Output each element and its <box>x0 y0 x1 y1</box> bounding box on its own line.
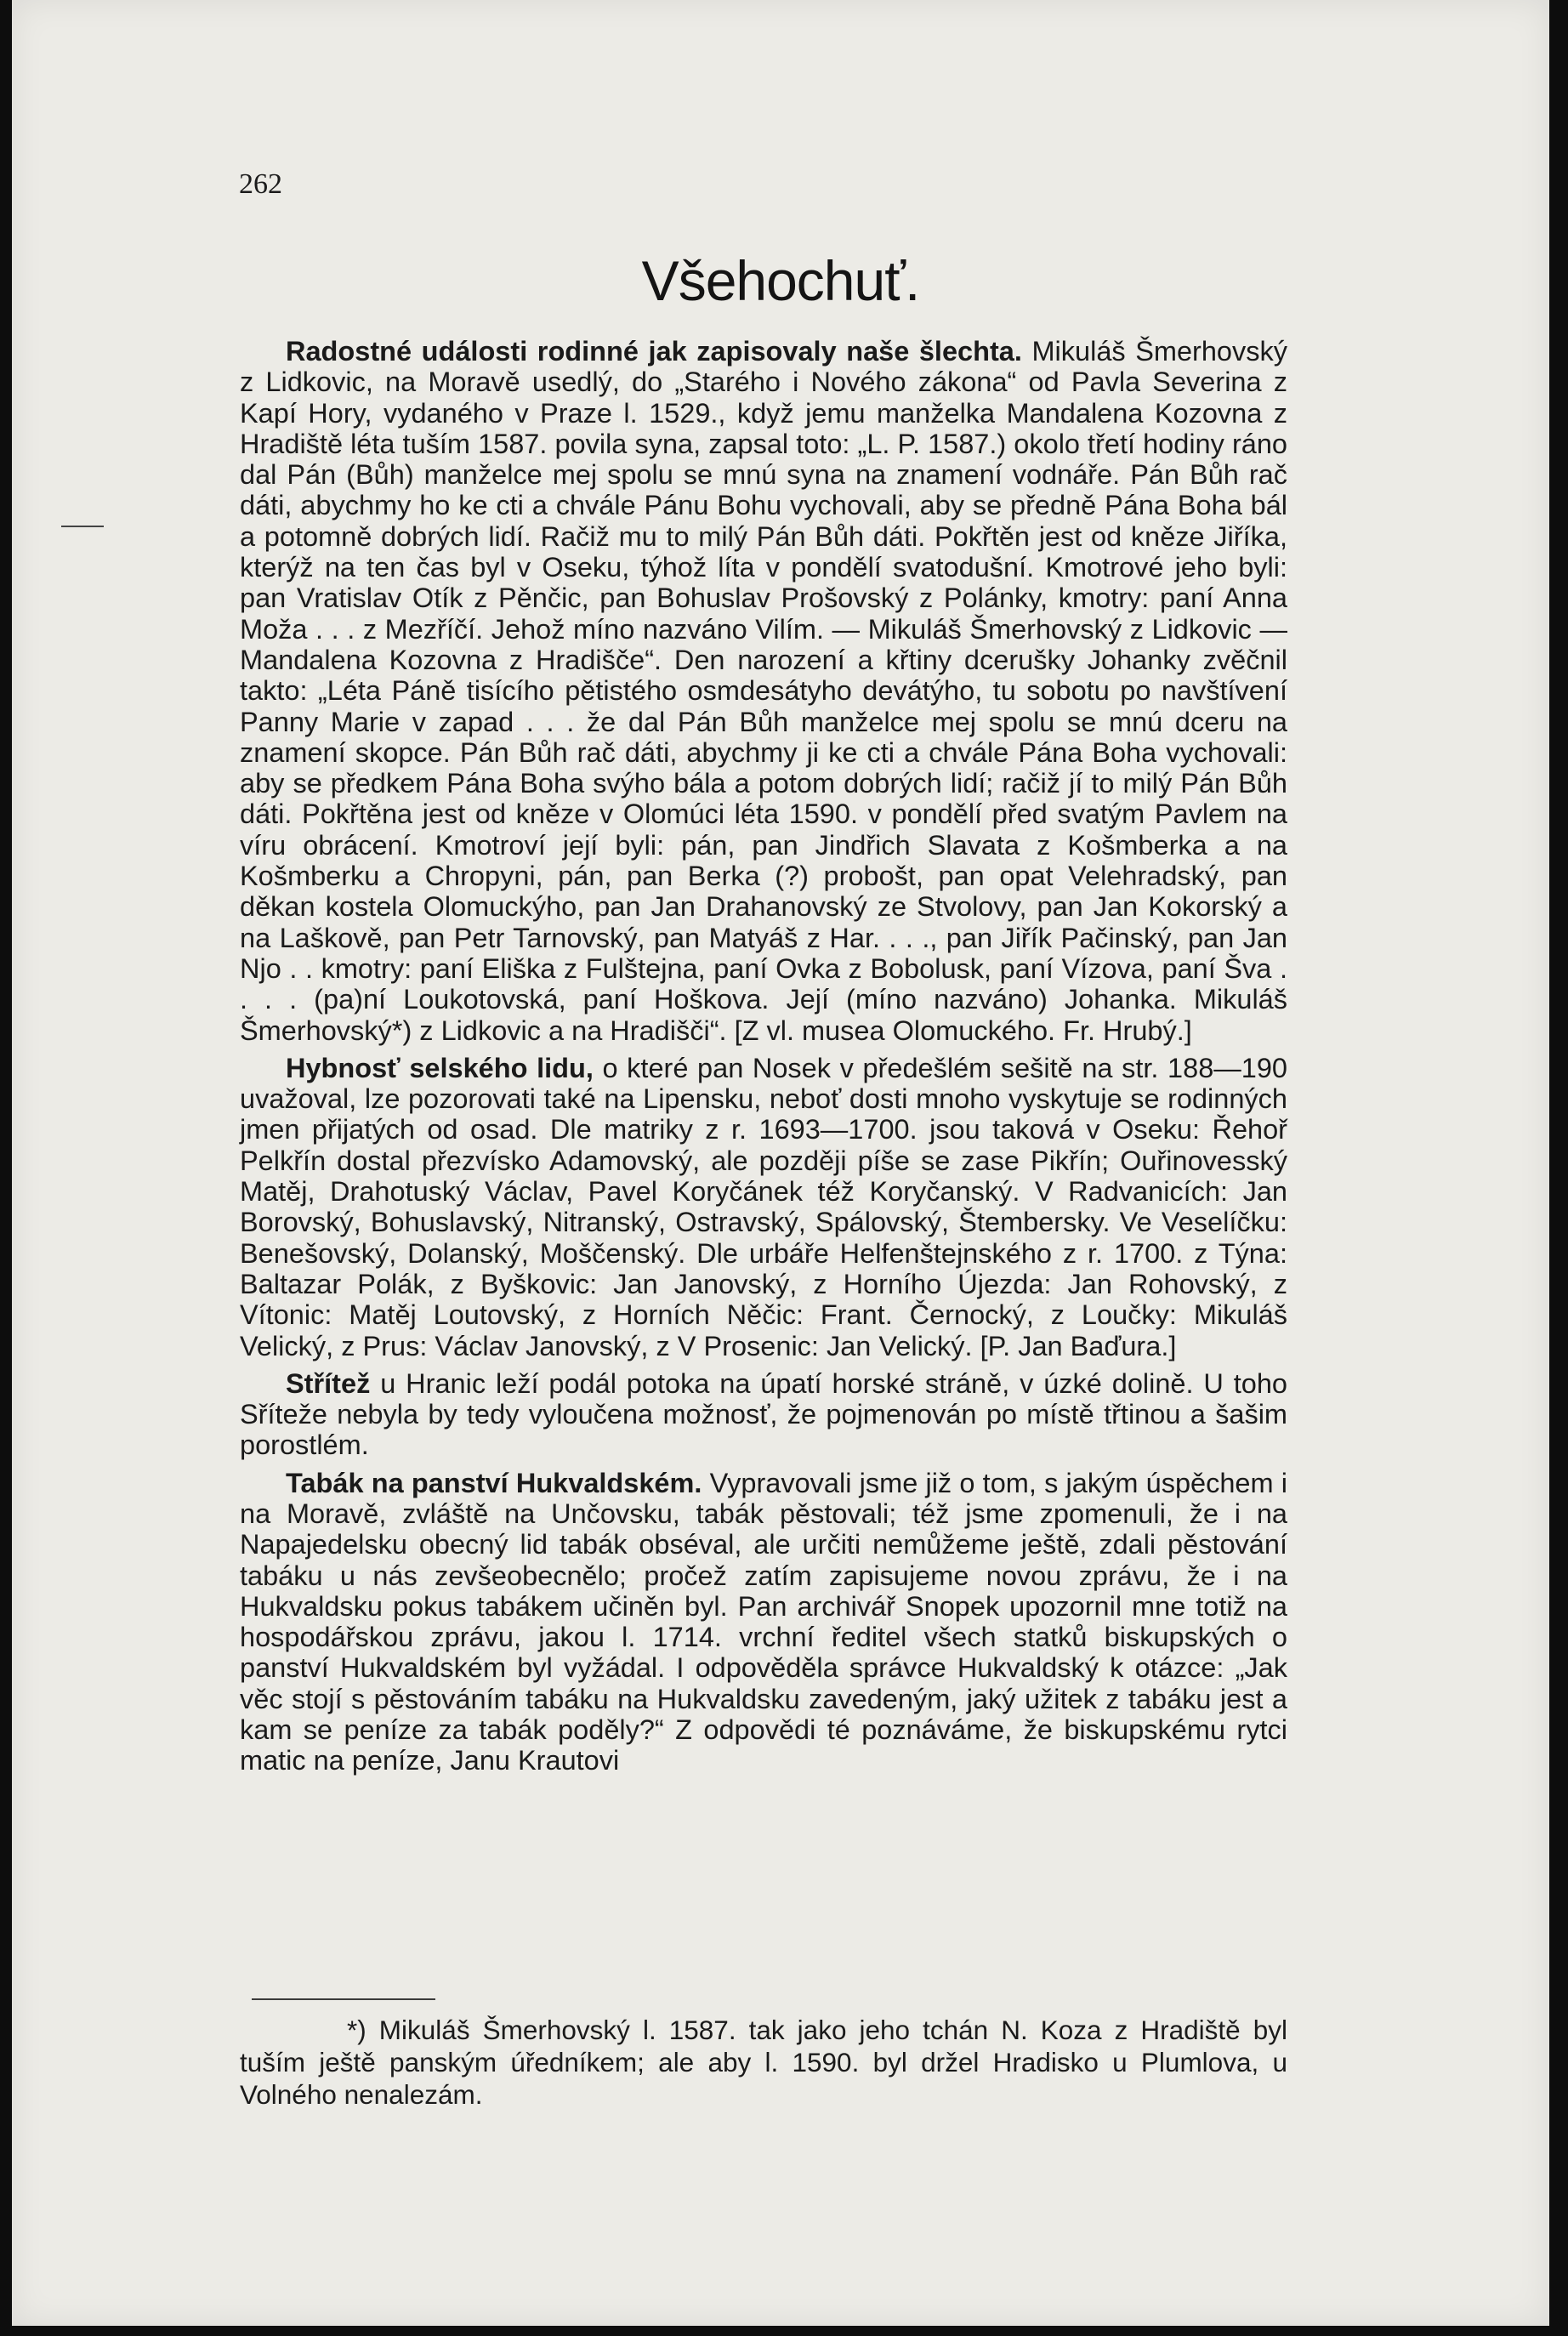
section-text: o které pan Nosek v předešlém sešitě na str. 188—190 uvažoval, lze pozorovati také na Lipensku, neboť dosti mnoho vyskytuje se rodinných jmen přijatých od osad. Dle matriky z r. 1693—1700. jsou taková v Oseku: Řehoř Pelkřín dostal přezvísko Adamovský, ale později píše se zase Pikřín; Ouřinovesský Matěj, Drahotuský Václav, Pavel Koryčánek též Koryčanský. V Radvanicích: Jan Borovský, Bohuslavský, Nitranský, Ostravský, Spálovský, Štembersky. Ve Veselíčku: Benešovský, Dolanský, Moščenský. Dle urbáře Helfenštejnského z r. 1700. z Týna: Baltazar Polák, z Byškovic: Jan Janovský, z Horního Újezda: Jan Rohovský, z Vítonic: Matěj Loutovský, z Horních Něčic: Frant. Černocký, z Loučky: Mikuláš Velický, z Prus: Václav Janovský, z V Prosenic: Jan Velický. [P. Jan Baďura.] <box>240 1052 1287 1361</box>
article-section-stritez <box>240 1368 1287 1461</box>
section-heading: Střítež <box>286 1367 371 1399</box>
article-section-family-events <box>240 336 1287 1046</box>
page-sheet <box>12 0 1549 2326</box>
article-section-peasant-mobility <box>240 1053 1287 1361</box>
page-number: 262 <box>239 168 282 200</box>
section-heading: Radostné události rodinné jak zapisovaly naše šlechta. <box>286 336 1022 367</box>
section-text: Mikuláš Šmerhovský z Lidkovic, na Moravě usedlý, do „Starého i Nového zákona“ od Pavla Severina z Kapí Hory, vydaného v Praze l. 1529., když jemu manželka Mandalena Kozovna z Hradiště léta tuším 1587. povila syna, zapsal toto: „L. P. 1587.) okolo třetí hodiny ráno dal Pán (Bůh) manželce mej spolu se mnú syna na znamení vodnáře. Pán Bůh rač dáti, abychmy ho ke cti a chvále Pánu Bohu vychovali, aby se předně Pána Boha bál a potomně dobrých lidí. Račiž mu to milý Pán Bůh dáti. Pokřtěn jest od kněze Jiříka, kterýž na ten čas byl v Oseku, týhož líta v pondělí svatodušní. Kmotrové jeho byli: pan Vratislav Otík z Pěnčic, pan Bohuslav Prošovský z Polánky, kmotry: paní Anna Moža . . . z Mezříčí. Jehož míno nazváno Vilím. — Mikuláš Šmerhovský z Lidkovic — Mandalena Kozovna z Hradišče“. Den narození a křtiny dcerušky Johanky zvěčnil takto: „Léta Páně tisícího pětistého osmdesátyho devátýho, tu sobotu po navštívení Panny Marie v zapad . . . že dal Pán Bůh manželce mej spolu se mnú dceru na znamení skopce. Pán Bůh rač dáti, abychmy ji ke cti a chvále Pána Boha vychovali: aby se předkem Pána Boha svýho bála a potom dobrých lidí; račiž jí to milý Pán Bůh dáti. Pokřtěna jest od kněze v Olomúci léta 1590. v pondělí před svatým Pavlem na víru obrácení. Kmotroví její byli: pán, pan Jindřich Slavata z Košmberka a na Košmberku a Chropyni, pán, pan Berka (?) probošt, pan opat Velehradský, pan děkan kostela Olomuckýho, pan Jan Drahanovský ze Stvolovy, pan Jan Kokorský a na Laškově, pan Petr Tarnovský, pan Matyáš z Har. . . ., pan Jiřík Pačinský, pan Jan Njo . . kmotry: paní Eliška z Fulštejna, paní Ovka z Bobolusk, paní Vízova, paní Šva . . . . (pa)ní Loukotovská, paní Hoškova. Její (míno nazváno) Johanka. Mikuláš Šmerhovský*) z Lidkovic a na Hradišči“. [Z vl. musea Olomuckého. Fr. Hrubý.] <box>240 336 1288 1046</box>
article-section-tobacco <box>240 1468 1287 1776</box>
margin-mark <box>61 526 104 527</box>
footnote-divider <box>252 1998 435 2000</box>
footnote <box>240 2014 1287 2111</box>
footnote-text: *) Mikuláš Šmerhovský l. 1587. tak jako jeho tchán N. Koza z Hradiště byl tuším ještě panským úředníkem; ale aby l. 1590. byl držel Hradisko u Plumlova, u Volného nenalezám. <box>240 2015 1287 2110</box>
page-title: Všehochuť. <box>641 249 920 312</box>
section-text: Vypravovali jsme již o tom, s jakým úspěchem i na Moravě, zvláště na Unčovsku, tabák pěstovali; též jsme zpomenuli, že i na Napajedelsku obecný lid tabák obséval, ale určiti nemůžeme ještě, zdali pěstování tabáku u nás zevšeobecnělo; pročež zatím zapisujeme novou zprávu, že i na Hukvaldsku pokus tabákem učiněn byl. Pan archivář Snopek upozornil mne totiž na hospodářskou zprávu, jakou l. 1714. vrchní ředitel všech statků biskupských o panství Hukvaldském byl vyžádal. I odpověděla správce Hukvaldský k otázce: „Jak věc stojí s pěstováním tabáku na Hukvaldsku zavedeným, jaký užitek z tabáku jest a kam se peníze za tabák poděly?“ Z odpovědi té poznáváme, že biskupskému rytci matic na peníze, Janu Krautovi <box>240 1467 1287 1776</box>
article-body <box>240 336 1287 1776</box>
section-text: u Hranic leží podál potoka na úpatí horské stráně, v úzké dolině. U toho Sříteže nebyla by tedy vyloučena možnosť, že pojmenován po místě třtinou a šašim porostlém. <box>240 1367 1288 1461</box>
section-heading: Hybnosť selského lidu, <box>286 1052 594 1083</box>
section-heading: Tabák na panství Hukvaldském. <box>286 1467 702 1498</box>
